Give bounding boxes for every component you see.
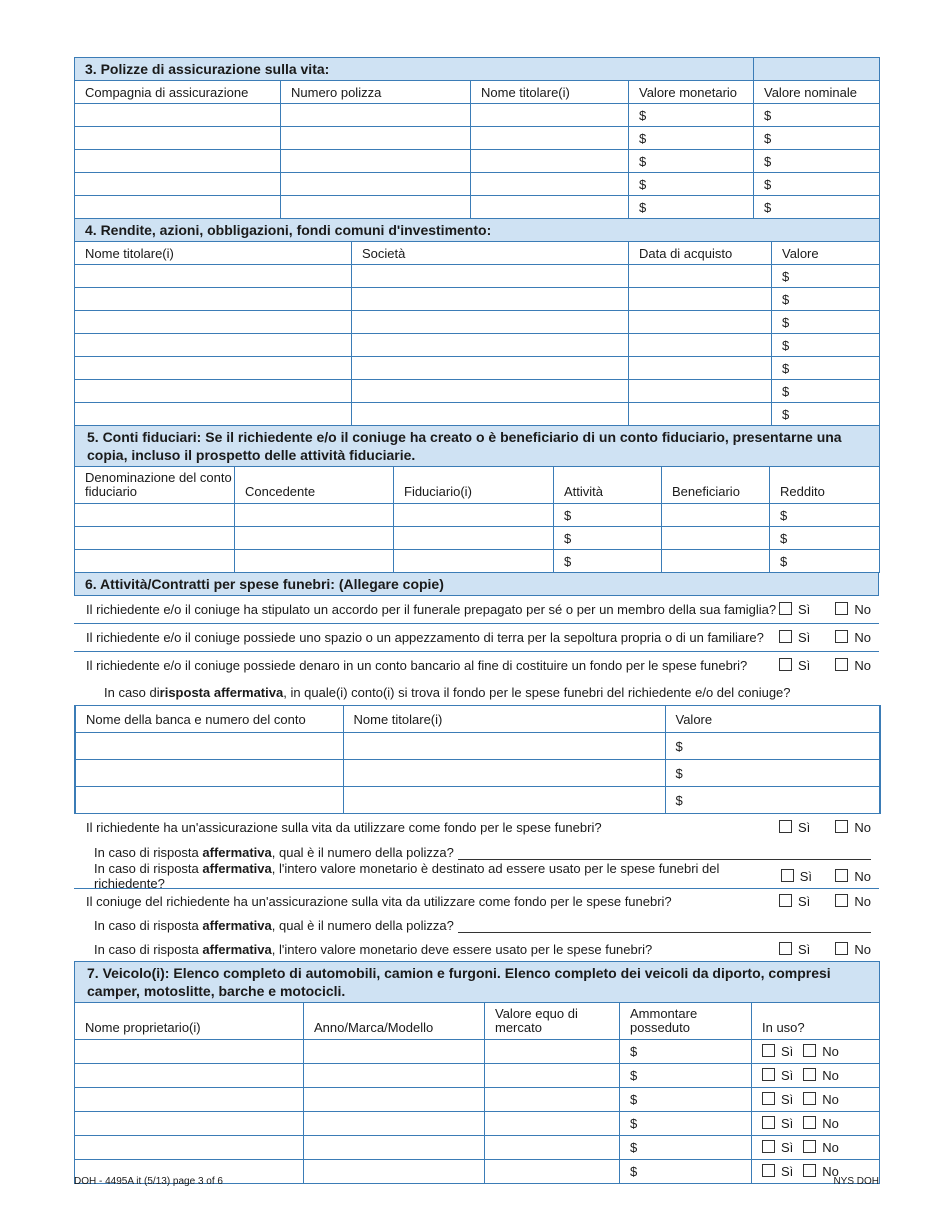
section-4-title: 4. Rendite, azioni, obbligazioni, fondi comuni d'investimento: xyxy=(75,219,880,242)
col-cash-value: Valore monetario xyxy=(629,81,754,104)
yes-checkbox[interactable]: Sì xyxy=(762,1164,793,1179)
section-5-title: 5. Conti fiduciari: Se il richiedente e/o il coniuge ha creato o è beneficiario di un conto fiduciario, presentarne una copia, incluso il prospetto delle attività fiduciarie. xyxy=(75,426,880,467)
table-row: $ $ xyxy=(75,550,880,573)
col-value: Valore xyxy=(665,706,880,733)
table-row: $ xyxy=(75,334,880,357)
yes-checkbox[interactable]: Sì xyxy=(762,1044,793,1059)
no-checkbox[interactable]: No xyxy=(835,894,871,909)
applicant-policy-number: In caso di risposta affermativa, qual è il numero della polizza? xyxy=(74,841,879,864)
col-owner-name: Nome proprietario(i) xyxy=(75,1003,304,1040)
table-row: $ $ xyxy=(75,173,880,196)
table-row: $ $ xyxy=(75,104,880,127)
table-row: $ Sì No xyxy=(75,1064,880,1088)
policy-number-field[interactable] xyxy=(458,918,871,933)
yes-checkbox[interactable]: Sì xyxy=(779,942,810,957)
trust-accounts-table xyxy=(74,425,880,573)
col-insurance-company: Compagnia di assicurazione xyxy=(75,81,281,104)
yes-checkbox[interactable]: Sì xyxy=(779,894,810,909)
table-row: $ xyxy=(75,760,880,787)
col-holder-name: Nome titolare(i) xyxy=(343,706,665,733)
col-assets: Attività xyxy=(554,467,662,504)
yes-checkbox[interactable]: Sì xyxy=(781,869,812,884)
table-row: $ xyxy=(75,288,880,311)
yes-checkbox[interactable]: Sì xyxy=(762,1140,793,1155)
yes-checkbox[interactable]: Sì xyxy=(779,658,810,673)
funeral-section-header xyxy=(74,572,879,596)
yes-checkbox[interactable]: Sì xyxy=(762,1092,793,1107)
no-checkbox[interactable]: No xyxy=(803,1068,839,1083)
question-spouse-life-insurance: Il coniuge del richiedente ha un'assicurazione sulla vita da utilizzare come fondo per le spese funebri? Sì No xyxy=(86,894,871,909)
col-trustee: Fiduciario(i) xyxy=(394,467,554,504)
life-insurance-table xyxy=(74,57,880,219)
col-year-make-model: Anno/Marca/Modello xyxy=(304,1003,485,1040)
table-row: $ Sì No xyxy=(75,1040,880,1064)
spouse-full-value: In caso di risposta affermativa, l'intero valore monetario deve essere usato per le spese funebri? Sì No xyxy=(94,941,871,957)
no-checkbox[interactable]: No xyxy=(803,1092,839,1107)
table-row: $ Sì No xyxy=(75,1088,880,1112)
col-holder-name: Nome titolare(i) xyxy=(471,81,629,104)
table-row: $ $ xyxy=(75,196,880,219)
yes-checkbox[interactable]: Sì xyxy=(779,602,810,617)
col-beneficiary: Beneficiario xyxy=(662,467,770,504)
no-checkbox[interactable]: No xyxy=(835,820,871,835)
table-row: $ xyxy=(75,265,880,288)
yes-checkbox[interactable]: Sì xyxy=(779,820,810,835)
col-in-use: In uso? xyxy=(752,1003,880,1040)
applicant-full-value: In caso di risposta affermativa, l'intero valore monetario è destinato ad essere usato per le spese funebri del richiedente? Sì No xyxy=(74,864,879,889)
no-checkbox[interactable]: No xyxy=(835,942,871,957)
col-bank-account: Nome della banca e numero del conto xyxy=(75,706,343,733)
col-amount-owed: Ammontare posseduto xyxy=(620,1003,752,1040)
table-row: $ $ xyxy=(75,504,880,527)
table-row: $ xyxy=(75,311,880,334)
no-checkbox[interactable]: No xyxy=(835,602,871,617)
question-applicant-life-insurance: Il richiedente ha un'assicurazione sulla vita da utilizzare come fondo per le spese funebri? Sì No xyxy=(86,820,871,835)
no-checkbox[interactable]: No xyxy=(803,1140,839,1155)
yes-checkbox[interactable]: Sì xyxy=(779,630,810,645)
question-prepaid-funeral: Il richiedente e/o il coniuge ha stipulato un accordo per il funerale prepagato per sé o per un membro della sua famiglia? Sì No xyxy=(74,596,879,624)
no-checkbox[interactable]: No xyxy=(835,658,871,673)
no-checkbox[interactable]: No xyxy=(803,1116,839,1131)
table-row: $ Sì No xyxy=(75,1112,880,1136)
vehicles-table xyxy=(74,961,880,1184)
col-grantor: Concedente xyxy=(235,467,394,504)
table-row: $ xyxy=(75,357,880,380)
investments-table xyxy=(74,218,880,426)
col-trust-name: Denominazione del conto fiduciario xyxy=(75,467,235,504)
section-7-title: 7. Veicolo(i): Elenco completo di automobili, camion e furgoni. Elenco completo dei veicoli da diporto, compresi camper, motoslitte, barche e motocicli. xyxy=(75,962,880,1003)
col-value: Valore xyxy=(772,242,880,265)
col-purchase-date: Data di acquisto xyxy=(629,242,772,265)
spouse-policy-number: In caso di risposta affermativa, qual è il numero della polizza? xyxy=(74,914,879,937)
no-checkbox[interactable]: No xyxy=(803,1164,839,1179)
burial-fund-followup: In caso di risposta affermativa , in quale(i) conto(i) si trova il fondo per le spese funebri del richiedente e/o del coniuge? xyxy=(104,684,791,700)
policy-number-field[interactable] xyxy=(458,845,871,860)
question-burial-fund: Il richiedente e/o il coniuge possiede denaro in un conto bancario al fine di costituire un fondo per le spese funebri? Sì No xyxy=(86,658,871,673)
yes-checkbox[interactable]: Sì xyxy=(762,1116,793,1131)
table-row: $ Sì No xyxy=(75,1160,880,1184)
no-checkbox[interactable]: No xyxy=(803,1044,839,1059)
table-row: $ Sì No xyxy=(75,1136,880,1160)
no-checkbox[interactable]: No xyxy=(835,630,871,645)
bank-accounts-table xyxy=(74,705,881,814)
question-burial-plot: Il richiedente e/o il coniuge possiede uno spazio o un appezzamento di terra per la sepoltura propria o di un familiare? Sì No xyxy=(74,624,879,652)
yes-checkbox[interactable]: Sì xyxy=(762,1068,793,1083)
section-6-title: 6. Attività/Contratti per spese funebri: (Allegare copie) xyxy=(75,573,879,596)
table-row: $ $ xyxy=(75,150,880,173)
no-checkbox[interactable]: No xyxy=(835,869,871,884)
table-row: $ xyxy=(75,787,880,814)
form-page xyxy=(74,57,879,1184)
table-row: $ $ xyxy=(75,527,880,550)
col-income: Reddito xyxy=(770,467,880,504)
col-holder-name: Nome titolare(i) xyxy=(75,242,352,265)
col-policy-number: Numero polizza xyxy=(281,81,471,104)
table-row: $ xyxy=(75,403,880,426)
page-footer xyxy=(74,1176,879,1187)
table-row: $ xyxy=(75,733,880,760)
table-row: $ xyxy=(75,380,880,403)
section-3-title: 3. Polizze di assicurazione sulla vita: xyxy=(75,58,754,81)
form-id: DOH - 4495A it (5/13) page 3 of 6 xyxy=(74,1176,223,1187)
col-company: Società xyxy=(352,242,629,265)
col-fair-market-value: Valore equo di mercato xyxy=(485,1003,620,1040)
agency-label: NYS DOH xyxy=(833,1176,879,1187)
table-row: $ $ xyxy=(75,127,880,150)
col-face-value: Valore nominale xyxy=(754,81,880,104)
